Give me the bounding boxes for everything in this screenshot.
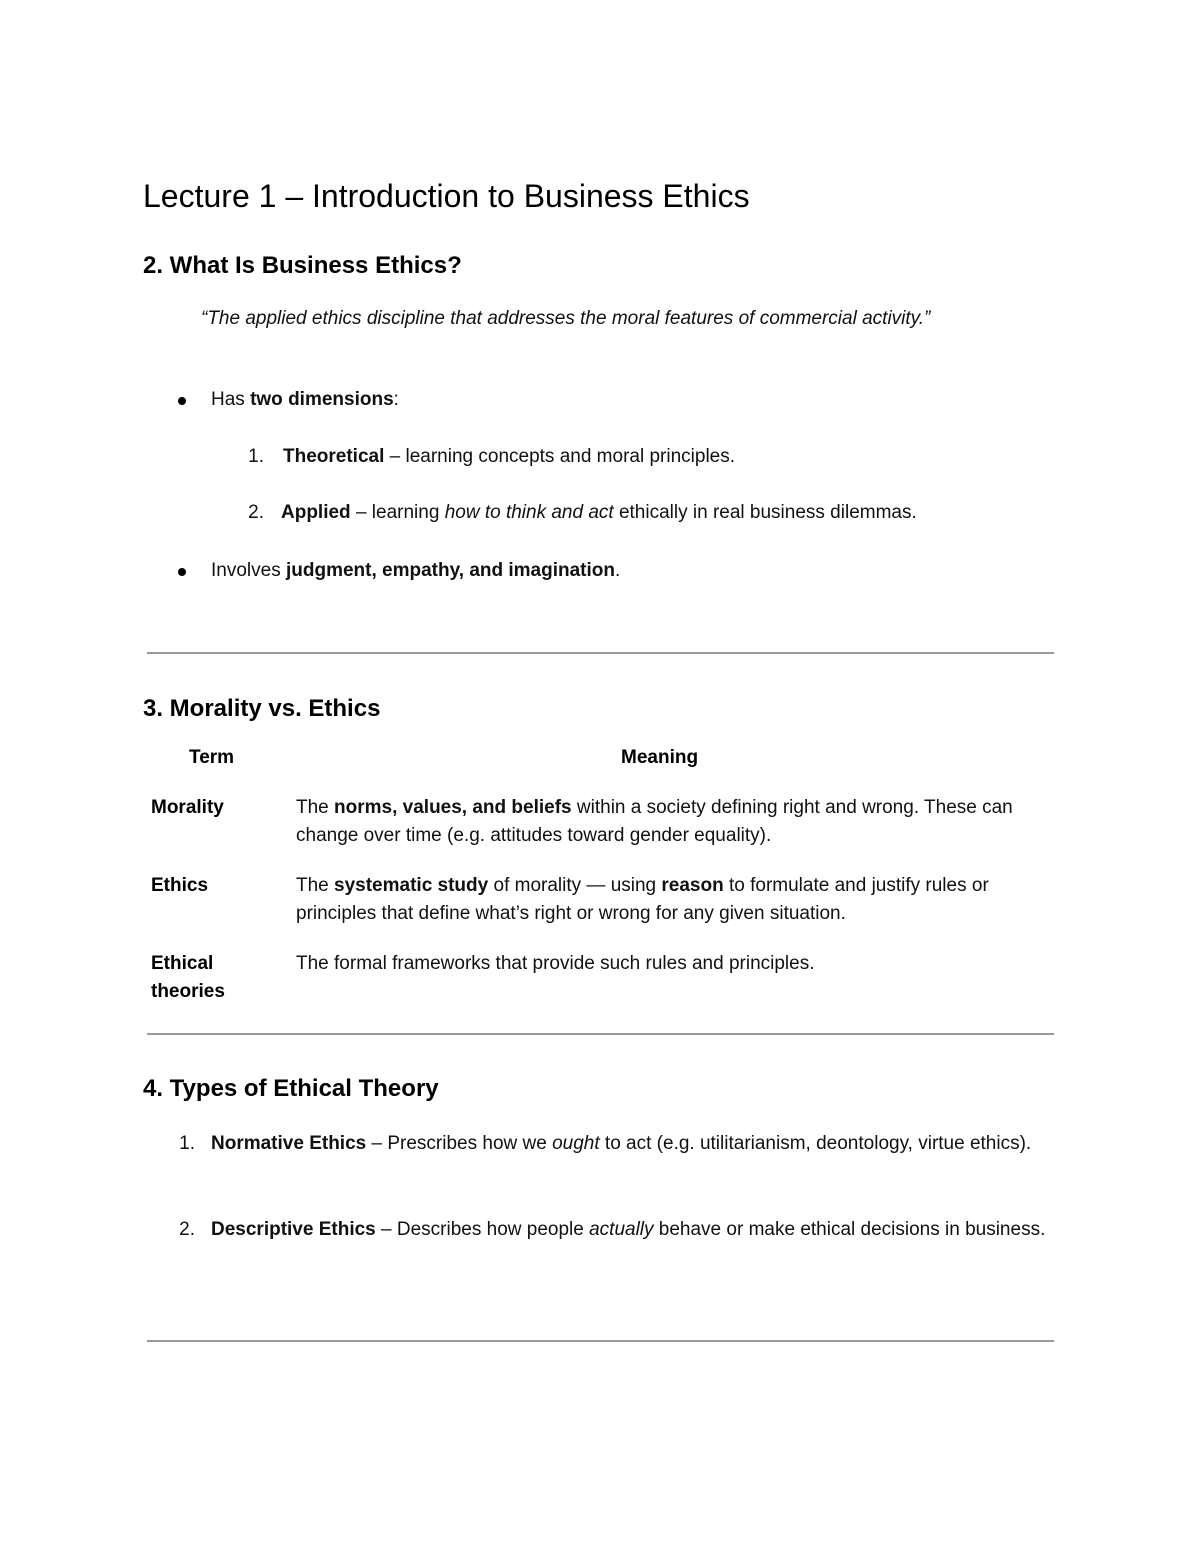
dimension-applied: [281, 499, 917, 527]
horizontal-rule: [147, 652, 1054, 654]
section-heading-types-of-ethical-theory: 4. Types of Ethical Theory: [143, 1075, 439, 1102]
meaning-bold: systematic study: [334, 875, 489, 896]
section-heading-morality-vs-ethics: 3. Morality vs. Ethics: [143, 695, 381, 722]
table-header-term: Term: [189, 747, 235, 768]
page-title: Lecture 1 – Introduction to Business Ethics: [143, 178, 750, 214]
bullet-prefix: Involves: [211, 560, 286, 581]
theory-term: Normative Ethics: [211, 1133, 367, 1154]
theory-italic: ought: [552, 1133, 600, 1154]
list-number: 1.: [248, 446, 264, 467]
list-number: 1.: [179, 1133, 195, 1154]
bullet-dot: [178, 568, 186, 576]
list-number: 2.: [179, 1219, 195, 1240]
section-heading-what-is-business-ethics: 2. What Is Business Ethics?: [143, 252, 462, 279]
bullet-involves: [211, 557, 620, 585]
meaning-pre: The: [296, 875, 335, 896]
meaning-pre: The: [296, 797, 335, 818]
meaning-post: within a society defining right and wrong. These can change over time (e.g. attitudes toward gender equality).: [296, 797, 1013, 846]
meaning-mid: of morality — using: [488, 875, 662, 896]
meaning-bold-2: reason: [661, 875, 724, 896]
bullet-bold: judgment, empathy, and imagination: [285, 560, 615, 581]
theory-normative-ethics: [211, 1130, 1051, 1158]
table-meaning-morality: [296, 794, 1026, 850]
theory-italic: actually: [589, 1219, 654, 1240]
table-meaning-ethical-theories: The formal frameworks that provide such rules and principles.: [296, 953, 815, 974]
list-number: 2.: [248, 502, 264, 523]
bullet-suffix: :: [393, 389, 399, 410]
dimension-italic: how to think and act: [444, 502, 614, 523]
horizontal-rule: [147, 1340, 1054, 1342]
theory-term: Descriptive Ethics: [211, 1219, 376, 1240]
bullet-two-dimensions: [211, 386, 399, 414]
bullet-dot: [178, 397, 186, 405]
bullet-bold: two dimensions: [250, 389, 394, 410]
horizontal-rule: [147, 1033, 1054, 1035]
bullet-suffix: .: [615, 560, 621, 581]
theory-text-before: – Describes how people: [375, 1219, 590, 1240]
table-term-ethics: Ethics: [151, 875, 209, 896]
dimension-text-after: ethically in real business dilemmas.: [613, 502, 917, 523]
definition-quote: “The applied ethics discipline that addresses the moral features of commercial activity.”: [201, 308, 931, 329]
theory-text-after: behave or make ethical decisions in business.: [653, 1219, 1046, 1240]
theory-text-after: to act (e.g. utilitarianism, deontology, virtue ethics).: [599, 1133, 1032, 1154]
meaning-bold: norms, values, and beliefs: [334, 797, 572, 818]
table-header-meaning: Meaning: [621, 747, 699, 768]
dimension-theoretical: [283, 443, 735, 471]
table-meaning-ethics: [296, 872, 1026, 928]
dimension-text: – learning concepts and moral principles.: [384, 446, 736, 467]
theory-descriptive-ethics: [211, 1216, 1051, 1244]
bullet-prefix: Has: [211, 389, 251, 410]
theory-text-before: – Prescribes how we: [366, 1133, 553, 1154]
table-term-ethical-theories: Ethical theories: [151, 953, 225, 1002]
dimension-term: Theoretical: [283, 446, 385, 467]
table-term-morality: Morality: [151, 797, 224, 818]
meaning-post: to formulate and justify rules or principles that define what’s right or wrong for any given situation.: [296, 875, 989, 924]
dimension-text-before: – learning: [350, 502, 445, 523]
dimension-term: Applied: [281, 502, 351, 523]
